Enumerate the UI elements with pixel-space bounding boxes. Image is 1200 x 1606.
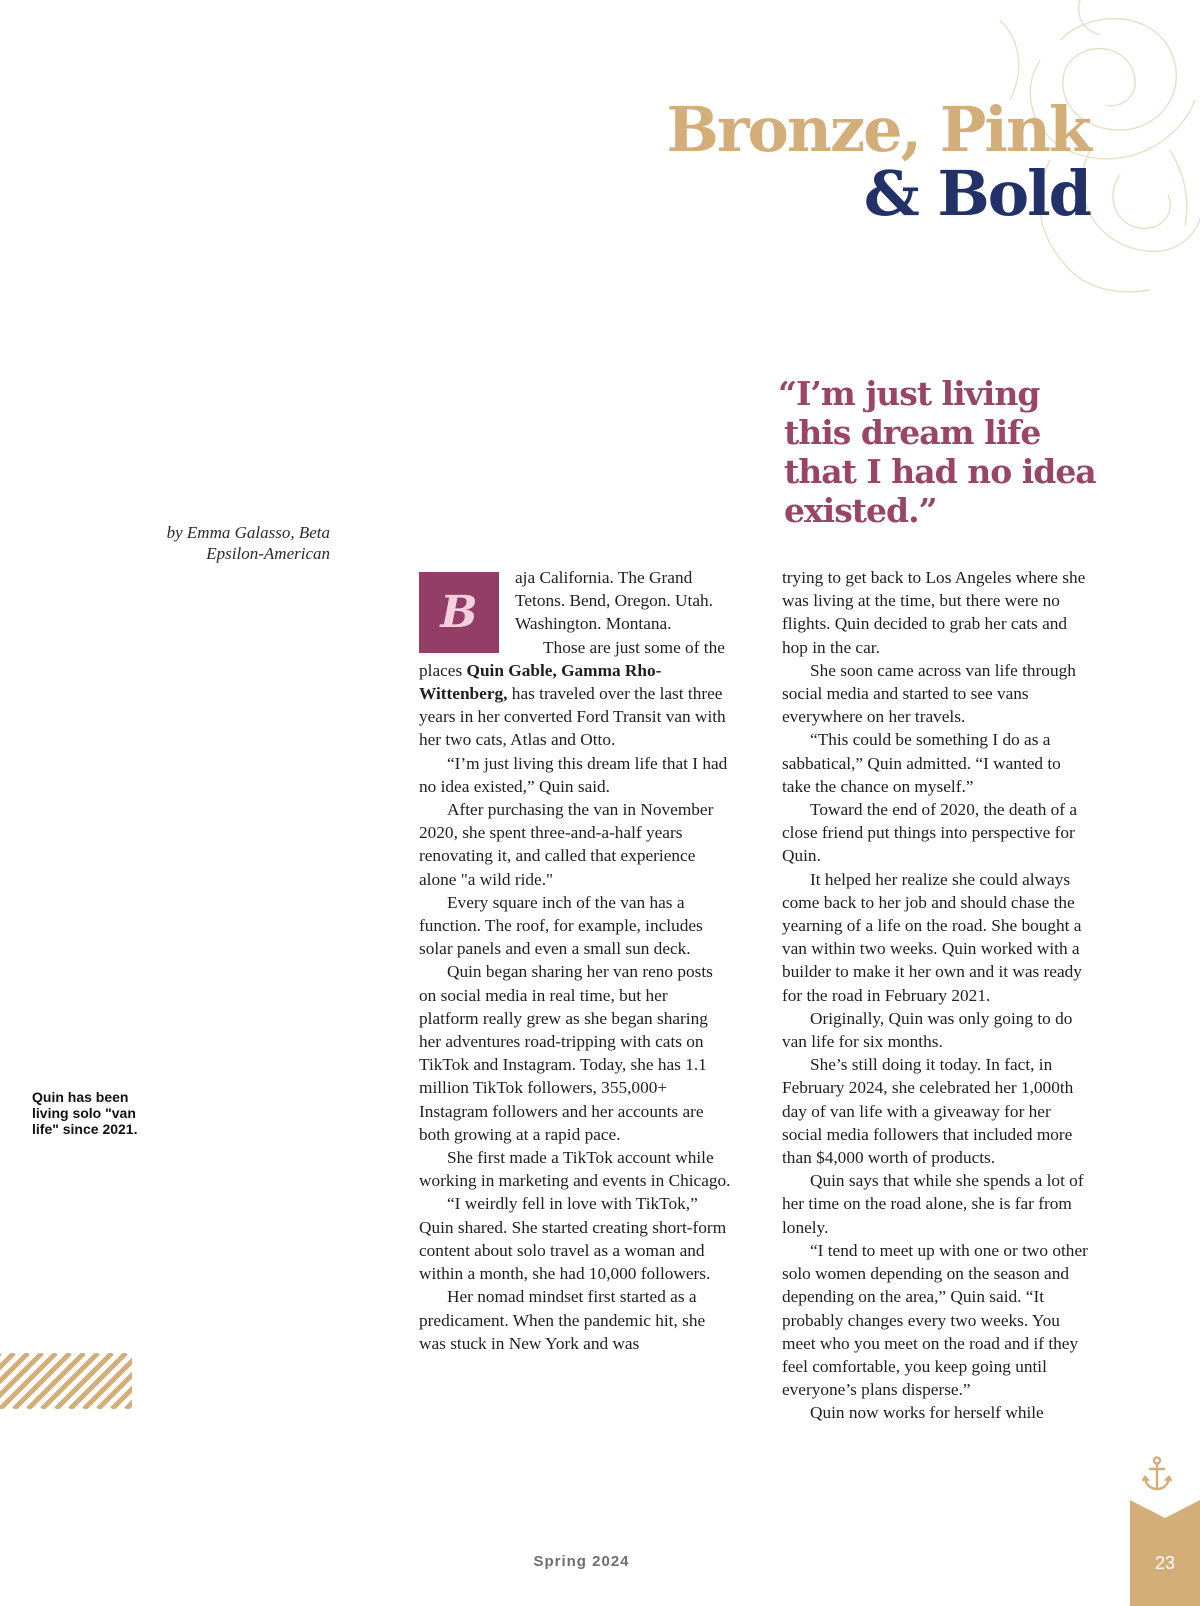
article-paragraph: aja California. The Grand Tetons. Bend, Oregon. Utah. Washington. Montana. [515, 568, 713, 634]
article-paragraph [419, 636, 731, 752]
article-paragraph: trying to get back to Los Angeles where she was living at the time, but there were no flights. Quin decided to grab her cats and hop in the car. [782, 568, 1086, 657]
article-text: Those are just some of the places [419, 637, 725, 680]
article-paragraph: Her nomad mindset first started as a predicament. When the pandemic hit, she was stuck in New York and was [419, 1287, 706, 1353]
article-paragraph: Quin says that while she spends a lot of her time on the road alone, she is far from lonely. [782, 1171, 1084, 1237]
pull-quote [778, 374, 1108, 530]
issue-label: Spring 2024 [533, 1553, 630, 1570]
page-title [666, 93, 1090, 230]
pull-quote-line: that I had no idea [784, 452, 1096, 491]
byline [120, 522, 330, 564]
article-paragraph: Originally, Quin was only going to do van life for six months. [782, 1008, 1073, 1052]
title-line-2: & Bold [863, 157, 1090, 230]
byline-line: by Emma Galasso, Beta [166, 523, 330, 542]
article-paragraph: “I tend to meet up with one or two other solo women depending on the season and depending on the area,” Quin said. “It probably changes every two weeks. You meet who you meet on the road and if they feel comfortable, you keep going until everyone’s plans disperse.” [782, 1240, 1088, 1400]
article-paragraph: She soon came across van life through social media and started to see vans everywhere on her travels. [782, 660, 1076, 727]
article-paragraph: Toward the end of 2020, the death of a close friend put things into perspective for Quin. [782, 800, 1078, 866]
article-paragraph: “This could be something I do as a sabbatical,” Quin admitted. “I wanted to take the chance on myself.” [782, 730, 1061, 796]
diagonal-stripes [0, 1353, 132, 1409]
featured-member-name: Quin Gable, Gamma Rho-Wittenberg, [419, 660, 662, 704]
article-paragraph: “I weirdly fell in love with TikTok,” Quin shared. She started creating short-form content about solo travel as a woman and within a month, she had 10,000 followers. [419, 1194, 727, 1284]
article-paragraph: She first made a TikTok account while working in marketing and events in Chicago. [419, 1148, 731, 1191]
pull-quote-line: “I’m just living [778, 374, 1040, 413]
pull-quote-line: existed.” [784, 491, 937, 530]
title-line-1: Bronze, Pink [666, 93, 1090, 166]
article-paragraph: Quin now works for herself while [810, 1403, 1044, 1423]
article-paragraph: It helped her realize she could always come back to her job and should chase the yearning of a life on the road. She bought a van within two weeks. Quin worked with a builder to make it her own and it was ready for the road in February 2021. [782, 869, 1082, 1005]
article-paragraph: Quin began sharing her van reno posts on social media in real time, but her platform really grew as she began sharing her adventures road-tripping with cats on TikTok and Instagram. Today, she has 1.1 million TikTok followers, 355,000+ Instagram followers and her accounts are both growing at a rapid pace. [419, 962, 713, 1144]
article-column-1 [419, 566, 731, 1355]
pull-quote-line: this dream life [784, 413, 1041, 452]
anchor-icon [1142, 1456, 1172, 1492]
article-paragraph: “I’m just living this dream life that I had no idea existed,” Quin said. [419, 753, 728, 796]
article-text: has traveled over the last three years in her converted Ford Transit van with her two cats, Atlas and Otto. [419, 684, 726, 750]
article-paragraph: Every square inch of the van has a function. The roof, for example, includes solar panels and even a small sun deck. [419, 892, 703, 959]
article-paragraph: She’s still doing it today. In fact, in February 2024, she celebrated her 1,000th day of van life with a giveaway for her social media followers that included more than $4,000 worth of products. [782, 1055, 1074, 1168]
page-number: 23 [1154, 1553, 1176, 1573]
article-column-2 [782, 566, 1092, 1425]
drop-cap: B [419, 572, 499, 653]
photo-caption: Quin has been living solo "van life" since 2021. [32, 1089, 138, 1137]
byline-line: Epsilon-American [206, 544, 330, 563]
article-paragraph: After purchasing the van in November 2020, she spent three-and-a-half years renovating it, and called that experience alone "a wild ride." [419, 800, 714, 889]
